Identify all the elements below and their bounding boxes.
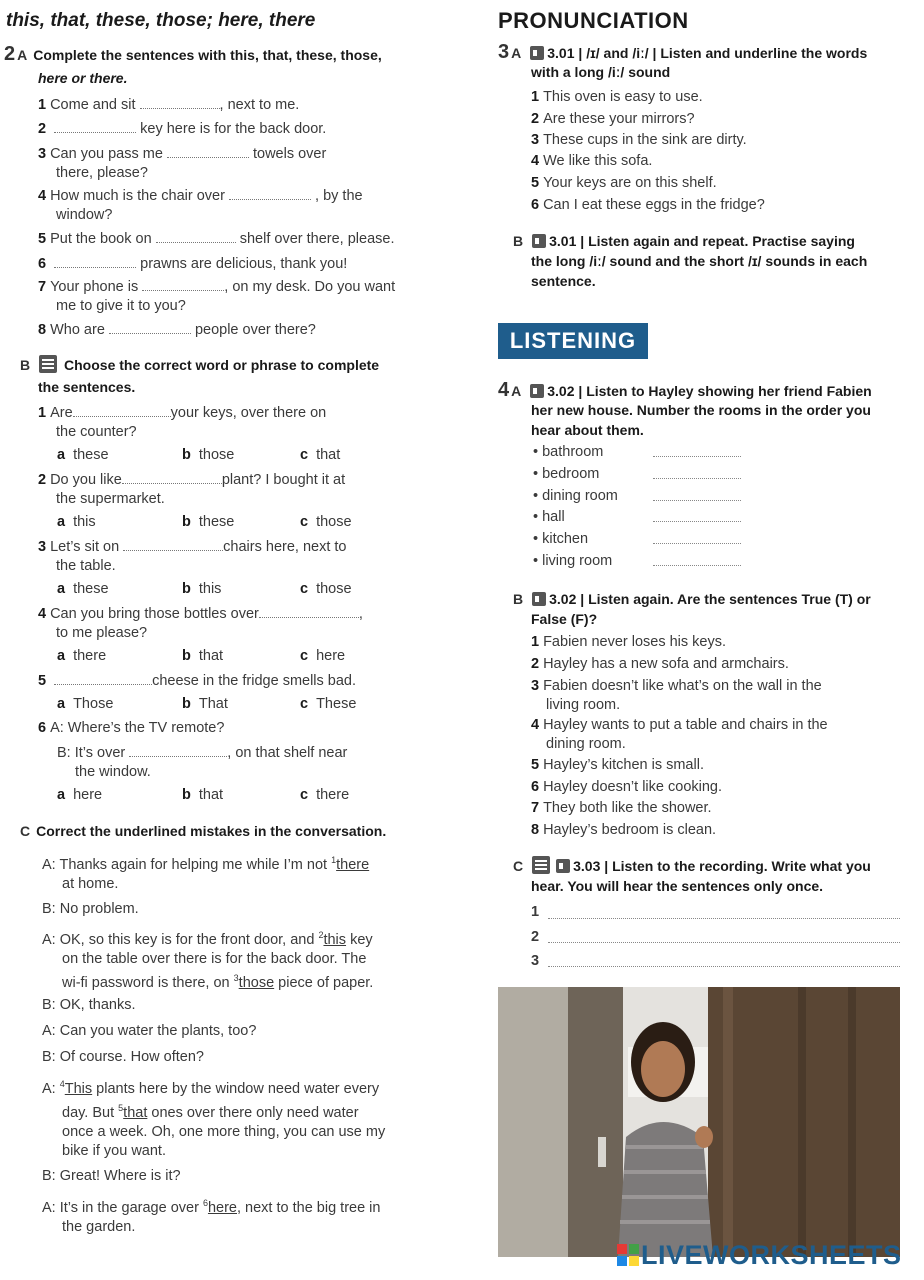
exercise-4b-heading: B 3.02 | Listen again. Are the sentences True (T) or xyxy=(513,591,871,607)
audio-icon[interactable] xyxy=(530,46,544,60)
answer-blank[interactable] xyxy=(129,744,227,757)
listening-heading: LISTENING xyxy=(498,323,648,359)
option-a[interactable]: a these xyxy=(57,581,109,597)
exercise-4a-heading-line3: hear about them. xyxy=(531,422,644,438)
answer-blank[interactable] xyxy=(653,456,741,457)
answer-blank[interactable] xyxy=(54,672,152,685)
dialogue-line: A: Can you water the plants, too? xyxy=(42,1023,257,1039)
list-item: 4 Can you bring those bottles over , to me please? xyxy=(38,606,363,641)
option-b[interactable]: b that xyxy=(182,648,224,664)
list-item: 5 Put the book on shelf over there, please. xyxy=(38,231,395,247)
exercise-3b-heading: B 3.01 | Listen again and repeat. Practise saying xyxy=(513,233,855,249)
list-item[interactable]: 7 They both like the shower. xyxy=(531,800,712,816)
list-item[interactable]: 3 These cups in the sink are dirty. xyxy=(531,132,747,148)
exercise-3b-heading-line2: the long /iː/ sound and the short /ɪ/ sounds in each xyxy=(531,253,868,269)
answer-blank[interactable] xyxy=(122,471,222,484)
exercise-2b-heading-line2: the sentences. xyxy=(38,379,136,395)
option-c[interactable]: c there xyxy=(300,787,350,803)
room-item: • living room xyxy=(533,553,612,569)
room-item: • hall xyxy=(533,509,565,525)
room-item: • bedroom xyxy=(533,466,599,482)
write-line-number: 2 xyxy=(531,929,540,945)
exercise-4c-heading: C 3.03 | Listen to the recording. Write what you xyxy=(513,858,871,874)
list-item: 7 Your phone is , on my desk. Do you want me to give it to you? xyxy=(38,279,396,314)
answer-blank[interactable] xyxy=(123,538,223,551)
exercise-4c-heading-line2: hear. You will hear the sentences only once. xyxy=(531,878,824,894)
liveworksheets-logo-icon xyxy=(617,1244,639,1266)
list-item: 6 A: Where’s the TV remote? xyxy=(38,720,225,736)
list-item: 8 Who are people over there? xyxy=(38,322,316,338)
exercise-4a-heading: 4 A 3.02 | Listen to Hayley showing her friend Fabien xyxy=(498,379,872,401)
answer-blank[interactable] xyxy=(54,120,136,133)
list-item[interactable]: 5 Your keys are on this shelf. xyxy=(531,175,717,191)
exercise-2c-heading: C Correct the underlined mistakes in the conversation. xyxy=(20,823,387,839)
list-item: 1 Come and sit , next to me. xyxy=(38,97,300,113)
answer-blank[interactable] xyxy=(140,96,220,109)
answer-blank[interactable] xyxy=(229,187,311,200)
dialogue-line: B: OK, thanks. xyxy=(42,997,136,1013)
answer-blank[interactable] xyxy=(653,521,741,522)
audio-icon[interactable] xyxy=(532,234,546,248)
answer-blank[interactable] xyxy=(259,605,359,618)
dialogue-line: A: OK, so this key is for the front door, and $^2$this key on the table over there is for the back door. The wi-fi password is there, on $^3$those piece of paper. xyxy=(42,930,374,991)
option-a[interactable]: a here xyxy=(57,787,103,803)
photo-illustration xyxy=(498,987,900,1257)
option-a[interactable]: a these xyxy=(57,447,109,463)
list-item: 3 Can you pass me towels over there, please? xyxy=(38,146,327,181)
dialogue-line: B: No problem. xyxy=(42,901,139,917)
dialogue-line: B: Of course. How often? xyxy=(42,1049,204,1065)
list-item: 2 key here is for the back door. xyxy=(38,121,327,137)
room-item: • dining room xyxy=(533,488,618,504)
list-item: 2 Do you like plant? I bought it at the supermarket. xyxy=(38,472,346,507)
list-item[interactable]: 5 Hayley’s kitchen is small. xyxy=(531,757,704,773)
write-line[interactable] xyxy=(548,966,900,967)
room-item: • kitchen xyxy=(533,531,588,547)
option-a[interactable]: a there xyxy=(57,648,107,664)
liveworksheets-watermark: LIVEWORKSHEETS xyxy=(617,1240,902,1271)
list-item[interactable]: 4 Hayley wants to put a table and chairs in the dining room. xyxy=(531,717,828,752)
list-item[interactable]: 2 Are these your mirrors? xyxy=(531,111,695,127)
list-item: 6 prawns are delicious, thank you! xyxy=(38,256,348,272)
audio-icon[interactable] xyxy=(530,384,544,398)
option-c[interactable]: c here xyxy=(300,648,346,664)
option-b[interactable]: b this xyxy=(182,581,222,597)
dialogue-line: A: $^4$This plants here by the window need water every day. But $^5$that ones over there only need water once a week. Oh, one more thing, you can use my bike if you want. xyxy=(42,1079,386,1159)
list-item: 3 Let’s sit on chairs here, next to the table. xyxy=(38,539,347,574)
list-item: 5 cheese in the fridge smells bad. xyxy=(38,673,357,689)
list-item[interactable]: 1 This oven is easy to use. xyxy=(531,89,703,105)
answer-blank[interactable] xyxy=(653,500,741,501)
answer-blank[interactable] xyxy=(653,565,741,566)
option-b[interactable]: b these xyxy=(182,514,235,530)
write-line[interactable] xyxy=(548,942,900,943)
exercise-2a-heading-line2: here or there. xyxy=(38,70,128,86)
audio-icon[interactable] xyxy=(556,859,570,873)
option-c[interactable]: c those xyxy=(300,514,352,530)
list-item: 4 How much is the chair over , by the window? xyxy=(38,188,363,223)
dialogue-line: A: It’s in the garage over $^6$here, next to the big tree in the garden. xyxy=(42,1198,381,1235)
option-b[interactable]: b that xyxy=(182,787,224,803)
option-b[interactable]: b That xyxy=(182,696,228,712)
answer-blank[interactable] xyxy=(142,278,224,291)
write-line-number: 3 xyxy=(531,953,540,969)
room-item: • bathroom xyxy=(533,444,603,460)
option-c[interactable]: c These xyxy=(300,696,357,712)
exercise-2a-heading: 2 A Complete the sentences with this, that, these, those, xyxy=(4,43,382,65)
list-item[interactable]: 6 Hayley doesn’t like cooking. xyxy=(531,779,723,795)
list-item[interactable]: 2 Hayley has a new sofa and armchairs. xyxy=(531,656,789,672)
option-a[interactable]: a Those xyxy=(57,696,114,712)
pronunciation-heading: PRONUNCIATION xyxy=(498,8,689,33)
answer-blank[interactable] xyxy=(653,478,741,479)
write-line[interactable] xyxy=(548,918,900,919)
page-title: this, that, these, those; here, there xyxy=(6,10,316,31)
document-icon xyxy=(532,856,550,874)
document-icon xyxy=(39,355,57,373)
exercise-3b-heading-line3: sentence. xyxy=(531,273,596,289)
exercise-4b-heading-line2: False (F)? xyxy=(531,611,598,627)
answer-blank[interactable] xyxy=(109,321,191,334)
answer-blank[interactable] xyxy=(54,255,136,268)
list-item[interactable]: 1 Fabien never loses his keys. xyxy=(531,634,727,650)
list-item[interactable]: 8 Hayley’s bedroom is clean. xyxy=(531,822,717,838)
option-c[interactable]: c those xyxy=(300,581,352,597)
list-item[interactable]: 6 Can I eat these eggs in the fridge? xyxy=(531,197,765,213)
answer-blank[interactable] xyxy=(156,230,236,243)
list-item[interactable]: 3 Fabien doesn’t like what’s on the wall in the living room. xyxy=(531,678,822,713)
exercise-2b-heading: B Choose the correct word or phrase to complete xyxy=(20,357,380,373)
photo-woman-at-door xyxy=(498,987,900,1257)
dialogue-line: A: Thanks again for helping me while I’m not $^1$there at home. xyxy=(42,855,370,892)
exercise-4a-heading-line2: her new house. Number the rooms in the order you xyxy=(531,402,871,418)
answer-blank[interactable] xyxy=(167,145,249,158)
list-item: B: It’s over , on that shelf near the window. xyxy=(57,745,348,780)
exercise-3a-heading: 3 A 3.01 | /ɪ/ and /iː/ | Listen and underline the words xyxy=(498,41,868,63)
audio-icon[interactable] xyxy=(532,592,546,606)
answer-blank[interactable] xyxy=(653,543,741,544)
write-line-number: 1 xyxy=(531,904,540,920)
list-item[interactable]: 4 We like this sofa. xyxy=(531,153,653,169)
dialogue-line: B: Great! Where is it? xyxy=(42,1168,181,1184)
option-a[interactable]: a this xyxy=(57,514,96,530)
list-item: 1 Are your keys, over there on the counter? xyxy=(38,405,327,440)
exercise-3a-heading-line2: with a long /iː/ sound xyxy=(531,64,671,80)
option-b[interactable]: b those xyxy=(182,447,235,463)
answer-blank[interactable] xyxy=(73,404,171,417)
option-c[interactable]: c that xyxy=(300,447,341,463)
